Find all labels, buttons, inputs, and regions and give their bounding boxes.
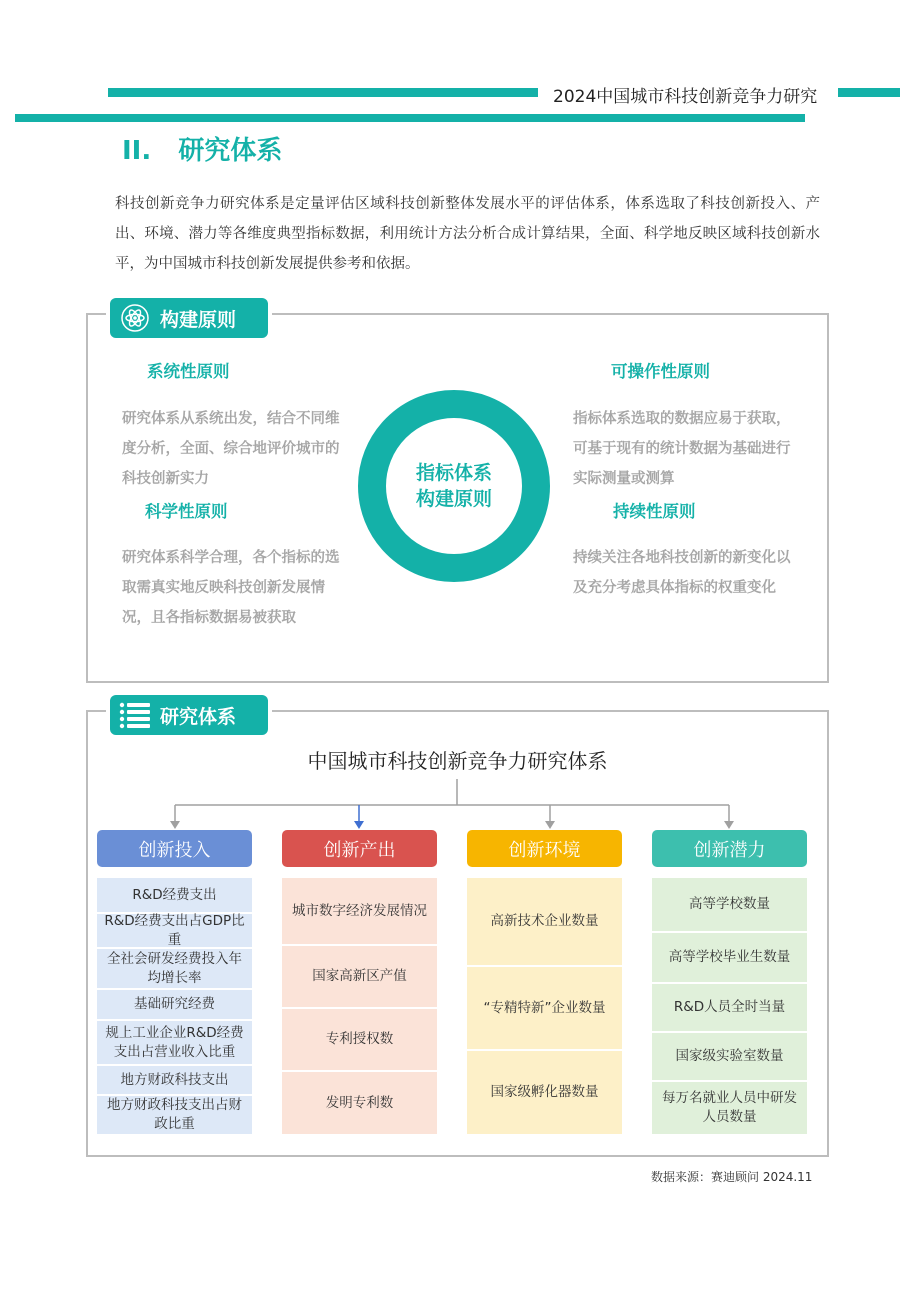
category-header: 创新产出 — [282, 830, 437, 867]
indicator-item: 基础研究经费 — [97, 990, 252, 1019]
system-title: 中国城市科技创新竞争力研究体系 — [307, 749, 608, 773]
principle-title: 科学性原则 — [145, 502, 228, 521]
indicator-item: 全社会研发经费投入年均增长率 — [97, 949, 252, 988]
data-source: 数据来源：赛迪顾问 2024.11 — [651, 1170, 813, 1184]
indicator-item: R&D人员全时当量 — [652, 984, 807, 1031]
intro-paragraph: 科技创新竞争力研究体系是定量评估区域科技创新整体发展水平的评估体系，体系选取了科技创新投入、产出、环境、潜力等各维度典型指标数据，利用统计方法分析合成计算结果，全面、科学地反映区域科技创新水平，为中国城市科技创新发展提供参考和依据。 — [115, 196, 820, 272]
principle-text: 研究体系从系统出发，结合不同维度分析，全面、综合地评价城市的科技创新实力 — [122, 411, 340, 487]
system-tag-label: 研究体系 — [160, 705, 237, 728]
indicator-item: R&D经费支出 — [97, 878, 252, 912]
principle-title: 持续性原则 — [613, 502, 696, 521]
category-header: 创新潜力 — [652, 830, 807, 867]
principle-title: 可操作性原则 — [611, 362, 710, 381]
principles-tag-label: 构建原则 — [160, 308, 237, 331]
ring-text-line: 构建原则 — [415, 488, 492, 510]
indicator-item: 国家级孵化器数量 — [467, 1051, 622, 1134]
indicator-item: 专利授权数 — [282, 1009, 437, 1070]
indicator-item: 高新技术企业数量 — [467, 878, 622, 965]
report-title: 2024中国城市科技创新竞争力研究 — [553, 87, 818, 107]
indicator-item: 城市数字经济发展情况 — [282, 878, 437, 944]
principle-text: 持续关注各地科技创新的新变化以及充分考虑具体指标的权重变化 — [573, 550, 791, 596]
section-title: II. 研究体系 — [122, 136, 283, 166]
indicator-item: R&D经费支出占GDP比重 — [97, 914, 252, 947]
category-header: 创新环境 — [467, 830, 622, 867]
indicator-item: 国家级实验室数量 — [652, 1033, 807, 1080]
ring-text-line: 指标体系 — [415, 462, 492, 484]
principle-text: 研究体系科学合理，各个指标的选取需真实地反映科技创新发展情况，且各指标数据易被获取 — [122, 550, 340, 626]
indicator-item: 发明专利数 — [282, 1072, 437, 1134]
indicator-item: 高等学校数量 — [652, 878, 807, 931]
principle-title: 系统性原则 — [147, 362, 230, 381]
principle-text: 指标体系选取的数据应易于获取，可基于现有的统计数据为基础进行实际测量或测算 — [573, 411, 791, 487]
indicator-item: 每万名就业人员中研发人员数量 — [652, 1082, 807, 1134]
indicator-item: 地方财政科技支出 — [97, 1066, 252, 1094]
indicator-item: 规上工业企业R&D经费支出占营业收入比重 — [97, 1021, 252, 1064]
indicator-item: 高等学校毕业生数量 — [652, 933, 807, 982]
indicator-item: 地方财政科技支出占财政比重 — [97, 1096, 252, 1134]
indicator-item: 国家高新区产值 — [282, 946, 437, 1007]
category-header: 创新投入 — [97, 830, 252, 867]
indicator-item: “专精特新”企业数量 — [467, 967, 622, 1049]
